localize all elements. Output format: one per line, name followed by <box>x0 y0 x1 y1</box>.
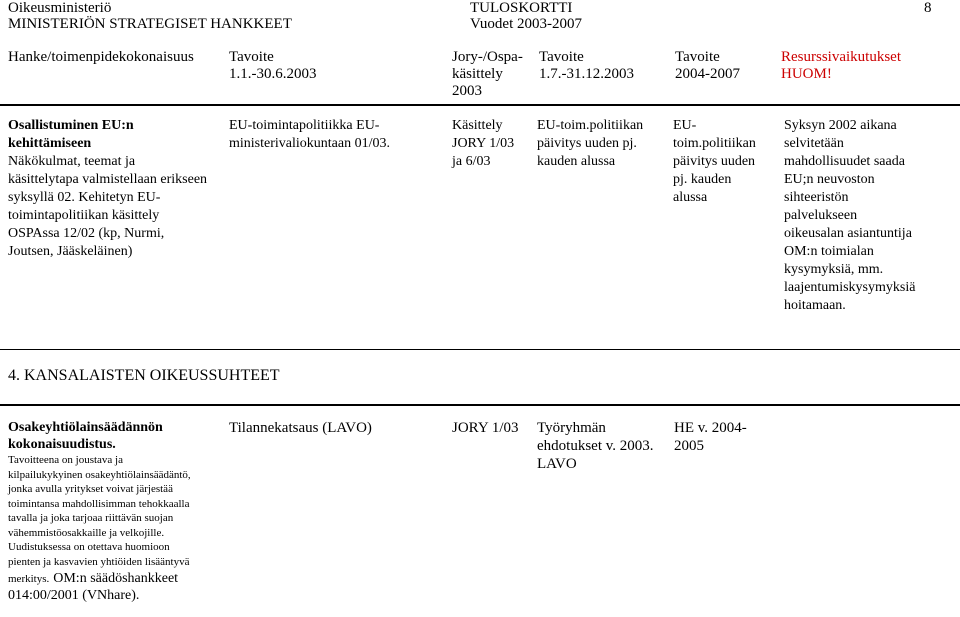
row1-project-text: Näkökulmat, teemat ja käsittelytapa valmistellaan erikseen syksyllä 02. Kehitetyn EU- toimintapolitiikan käsittely OSPAssa 12/02 (kp, Nurmi, Joutsen, Jääskeläinen) <box>8 154 208 259</box>
column-header-resources: Resurssivaikutukset HUOM! <box>781 49 901 82</box>
row1-target1-cell: EU-toimintapolitiikka EU- ministerivaliokuntaan 01/03. <box>229 118 390 151</box>
section-title: 4. KANSALAISTEN OIKEUSSUHTEET <box>8 367 280 384</box>
row2-project-description: Tavoitteena on joustava ja kilpailukykyinen osakeyhtiölainsäädäntö, jonka avulla yritykset voivat järjestää toimintansa mahdollisimman tehokkaalla tavalla ja joka tarjoaa riittävän suojan vähemmistöosakkaille ja velkojille. Uudistuksessa on otettava huomioon pienten ja kasvavien yhtiöiden lisääntyvä <box>8 454 191 568</box>
column-header-target2: Tavoite 1.7.-31.12.2003 <box>539 49 634 82</box>
page-number: 8 <box>924 0 932 16</box>
column-header-target3: Tavoite 2004-2007 <box>675 49 740 82</box>
row1-resources-cell: Syksyn 2002 aikana selvitetään mahdollisuudet saada EU;n neuvoston sihteeristön palvelukseen oikeusalan asiantuntija OM:n toimialan kysymyksiä, mm. laajentumiskysymyksiä hoitamaan. <box>784 118 916 313</box>
row2-target3-cell: HE v. 2004- 2005 <box>674 420 747 454</box>
row-divider <box>0 349 960 350</box>
organization-name: Oikeusministeriö <box>8 0 112 16</box>
row1-target2-cell: EU-toim.politiikan päivitys uuden pj. kauden alussa <box>537 118 644 169</box>
row2-project-cell: Osakeyhtiölainsäädännön kokonaisuudistus. Tavoitteena on joustava ja kilpailukykyinen osakeyhtiölainsäädäntö, jonka avulla yritykset voivat järjestää toimintansa mahdollisimman tehokkaalla tavalla ja joka tarjoaa riittävän suojan vähemmistöosakkaille ja velkojille. Uudistuksessa on otettava huomioon pienten ja kasvavien yhtiöiden lisääntyvä merkitys. OM:n säädöshankkeet 014:00/2001 (VNhare). <box>8 419 213 604</box>
column-header-jory: Jory-/Ospa- käsittely 2003 <box>452 49 523 99</box>
document-years: Vuodet 2003-2007 <box>470 16 583 32</box>
column-header-target1: Tavoite 1.1.-30.6.2003 <box>229 49 317 82</box>
document-title: TULOSKORTTI <box>470 0 573 16</box>
row1-project-title: Osallistuminen EU:n <box>8 118 134 133</box>
program-name: MINISTERIÖN STRATEGISET HANKKEET <box>8 16 292 32</box>
row2-project-title: Osakeyhtiölainsäädännön <box>8 420 163 435</box>
section-divider <box>0 404 960 406</box>
row1-project-cell: Osallistuminen EU:n kehittämiseen Näkökulmat, teemat ja käsittelytapa valmistellaan erikseen syksyllä 02. Kehitetyn EU- toimintapolitiikan käsittely OSPAssa 12/02 (kp, Nurmi, Joutsen, Jääskeläinen) <box>8 117 213 261</box>
row2-project-reference: OM:n säädöshankkeet <box>53 571 179 586</box>
header-divider <box>0 104 960 106</box>
row1-target3-cell: EU- toim.politiikan päivitys uuden pj. kauden alussa <box>673 118 756 205</box>
row2-target2-cell: Työryhmän ehdotukset v. 2003. LAVO <box>537 420 654 472</box>
row2-jory-cell: JORY 1/03 <box>452 420 519 436</box>
column-header-project: Hanke/toimenpidekokonaisuus <box>8 49 194 65</box>
row1-jory-cell: Käsittely JORY 1/03 ja 6/03 <box>452 118 515 169</box>
row2-target1-cell: Tilannekatsaus (LAVO) <box>229 420 372 436</box>
